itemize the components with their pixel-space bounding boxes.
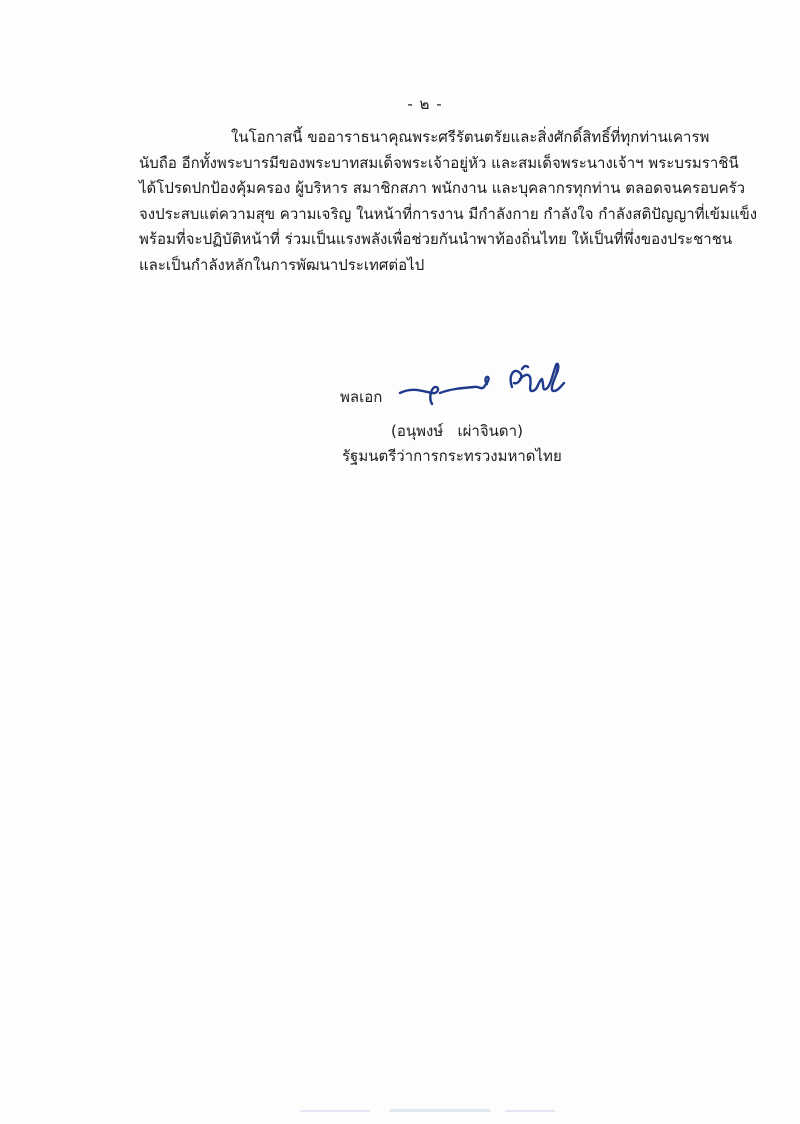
signature-block xyxy=(300,355,620,475)
signatory-name: (อนุพงษ์ เผ่าจินดา) xyxy=(391,422,523,440)
handwritten-signature xyxy=(392,357,572,407)
signatory-rank: พลเอก xyxy=(340,388,383,406)
signatory-position: รัฐมนตรีว่าการกระทรวงมหาดไทย xyxy=(342,447,562,465)
paragraph-line: พร้อมที่จะปฏิบัติหน้าที่ ร่วมเป็นแรงพลังเพื่อช่วยกันนำพาท้องถิ่นไทย ให้เป็นที่พึ่งของประชาชน xyxy=(139,230,733,248)
page-number: - ๒ - xyxy=(407,95,443,113)
scan-bleed-through xyxy=(300,1108,560,1114)
body-paragraph xyxy=(139,125,758,278)
paragraph-line: ในโอกาสนี้ ขออาราธนาคุณพระศรีรัตนตรัยและสิ่งศักดิ์สิทธิ์ที่ทุกท่านเคารพ xyxy=(231,128,710,146)
paragraph-line: ได้โปรดปกป้องคุ้มครอง ผู้บริหาร สมาชิกสภา พนักงาน และบุคลากรทุกท่าน ตลอดจนครอบครัว xyxy=(139,179,746,197)
paragraph-line: จงประสบแต่ความสุข ความเจริญ ในหน้าที่การงาน มีกำลังกาย กำลังใจ กำลังสติปัญญาที่เข้มแข็ง xyxy=(139,204,758,223)
paragraph-line: นับถือ อีกทั้งพระบารมีของพระบาทสมเด็จพระเจ้าอยู่หัว และสมเด็จพระนางเจ้าฯ พระบรมราชินี xyxy=(139,153,739,172)
paragraph-line: และเป็นกำลังหลักในการพัฒนาประเทศต่อไป xyxy=(139,255,425,274)
